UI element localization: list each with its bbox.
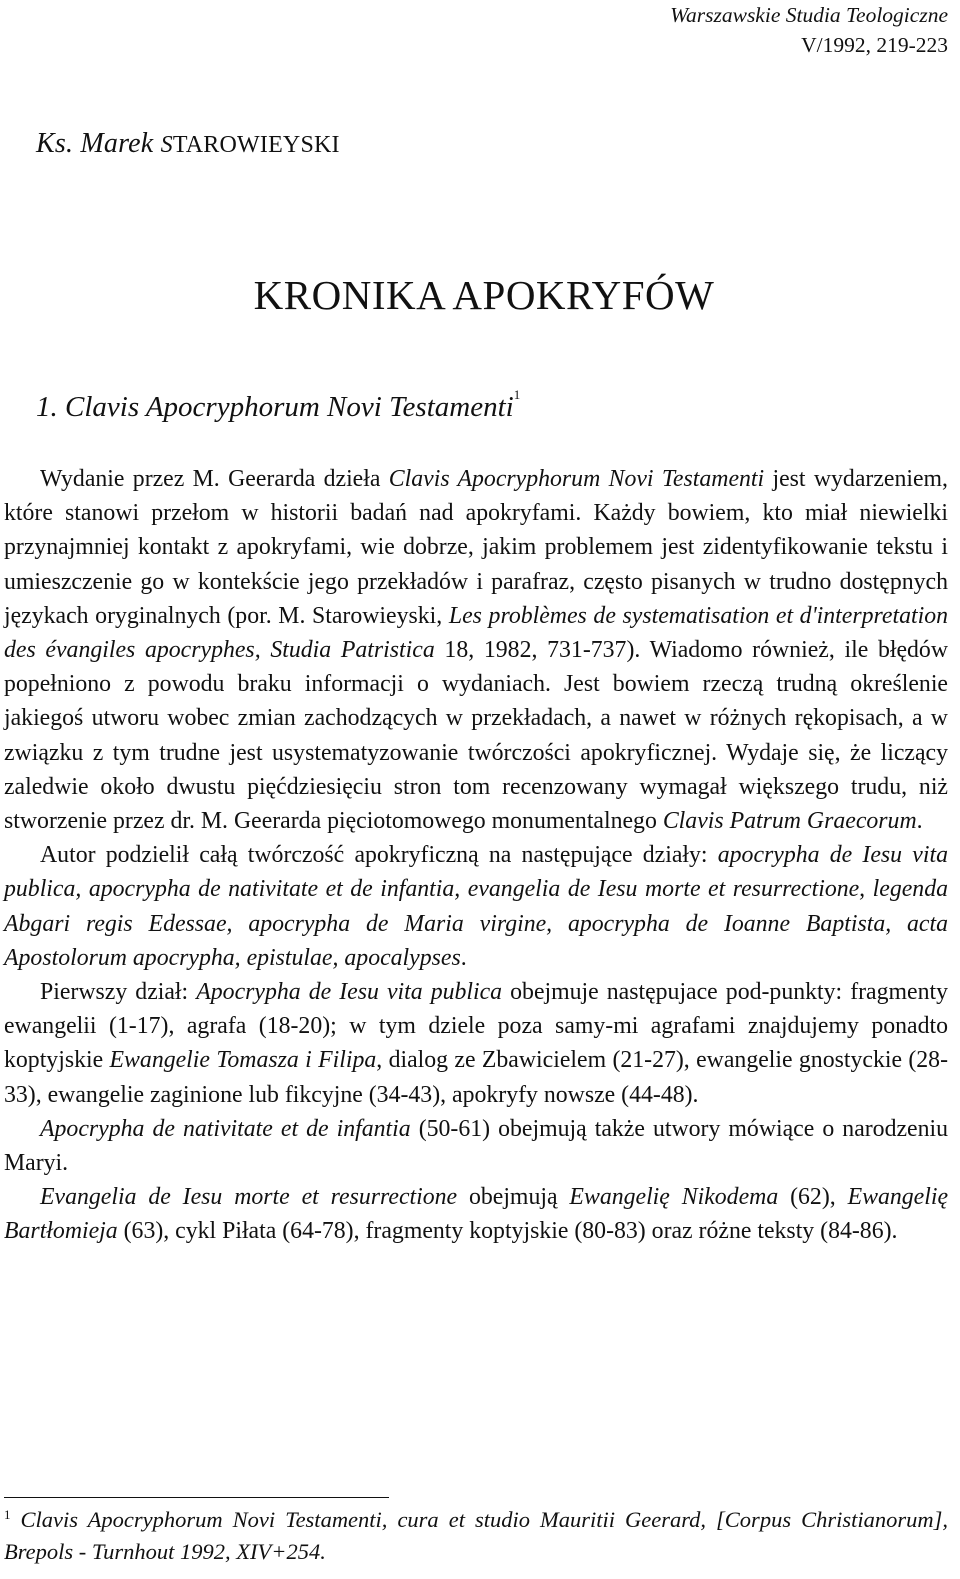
p1-text-2: jest wydarzeniem, które stanowi przełom w historii badań nad apokryfami. Każdy bowiem, kto miał niewielki przynajmniej kontakt z apokryfami, wie dobrze, jakim problemem jest zidentyfikowanie tekstu i umieszczenie go w kontekście jego przekładów i parafraz, często pisanych w trudno dostępnych językach oryginalnych (por. M. Starowieyski,: [4, 466, 948, 629]
p3-italic-2: Ewangelie Tomasza i Filipa: [109, 1047, 377, 1074]
p1-italic-3: Clavis Patrum Graecorum: [662, 808, 917, 835]
p2-italic-1: apocrypha de Iesu vita publica, apocrypha de nativitate et de infantia, evangelia de Iesu morte et resurrectione, legenda Abgari regis Edessae, apocrypha de Maria virgine, apocrypha de Ioanne Baptista, acta Apostolorum apocrypha, epistulae, apocalypses: [4, 842, 948, 971]
journal-issue: V/1992, 219-223: [801, 33, 948, 57]
journal-header: [670, 0, 948, 60]
p5-italic-2: Ewangelię Nikodema: [569, 1184, 779, 1211]
p1-text-3: 18, 1982, 731-737). Wiadomo również, ile błędów popełniono z powodu braku informacji o wydaniach. Jest bowiem rzeczą trudną określenie jakiegoś utworu wobec zmian zachodzących w przekładach, a nawet w różnych rękopisach, a w związku z tym trudne jest usystematyzowanie twórczości apokryficznej. Wydaje się, że liczący zaledwie około dwustu pięćdziesięciu stron tom recenzowany wymagał większego trudu, niż stworzenie przez dr. M. Geerarda pięciotomowego monumentalnego: [4, 637, 949, 835]
p5-text-2: (62),: [778, 1184, 848, 1211]
paragraph-1: [4, 462, 948, 838]
author-line: [36, 128, 340, 160]
p5-text-3: (63), cykl Piłata (64-78), fragmenty koptyjskie (80-83) oraz różne teksty (84-86).: [117, 1218, 898, 1245]
author-prefix: Ks. Marek: [36, 128, 161, 159]
paragraph-2: [4, 838, 948, 975]
p1-italic-2: Les problèmes de systematisation et d'interpretation des évangiles apocryphes, Studia Patristica: [4, 602, 948, 664]
p5-text-1: obejmują: [457, 1184, 570, 1211]
p1-text-4: .: [916, 808, 923, 835]
section-heading: [36, 387, 521, 424]
section-heading-text: 1. Clavis Apocryphorum Novi Testamenti: [36, 391, 514, 423]
footnote-number: 1: [4, 1507, 11, 1522]
p2-text-2: .: [460, 944, 467, 971]
paragraph-4: [4, 1112, 948, 1180]
p2-text-1: Autor podzielił całą twórczość apokryficzną na następujące działy:: [40, 842, 718, 869]
p1-italic-1: Clavis Apocryphorum Novi Testamenti: [388, 466, 765, 492]
paragraph-5: [4, 1180, 948, 1248]
p1-text-1: Wydanie przez M. Geerarda dzieła: [40, 466, 389, 492]
article-title: KRONIKA APOKRYFÓW: [253, 272, 715, 318]
p5-italic-1: Evangelia de Iesu morte et resurrectione: [40, 1184, 458, 1211]
journal-name: Warszawskie Studia Teologiczne: [670, 3, 948, 27]
footnote-text: Clavis Apocryphorum Novi Testamenti, cura et studio Mauritii Geerard, [Corpus Christianorum], Brepols - Turnhout 1992, XIV+254.: [4, 1507, 948, 1564]
author-surname: TAROWIEYSKI: [172, 132, 340, 158]
article-body: [4, 462, 948, 1249]
footnote-reference: 1: [513, 387, 521, 403]
paragraph-3: [4, 975, 948, 1112]
author-surname-initial: S: [160, 132, 173, 158]
p5-italic-3: Ewangelię Bartłomieja: [4, 1184, 949, 1245]
footnote-divider: [4, 1497, 389, 1498]
p4-italic-1: Apocrypha de nativitate et de infantia: [40, 1115, 411, 1142]
p3-text-3: , dialog ze Zbawicielem (21-27), ewangelie gnostyckie (28-33), ewangelie zaginione lub fikcyjne (34-43), apokryfy nowsze (44-48).: [4, 1047, 949, 1108]
footnote: [4, 1505, 948, 1566]
p4-text-1: (50-61) obejmują także utwory mówiące o narodzeniu Maryi.: [4, 1115, 949, 1177]
p3-text-1: Pierwszy dział:: [40, 979, 197, 1006]
p3-text-2: obejmuje następujace pod-punkty: fragmenty ewangelii (1-17), agrafa (18-20); w tym dziele poza samy-mi agrafami znajdujemy ponadto koptyjskie: [4, 979, 948, 1074]
p3-italic-1: Apocrypha de Iesu vita publica: [196, 979, 503, 1006]
